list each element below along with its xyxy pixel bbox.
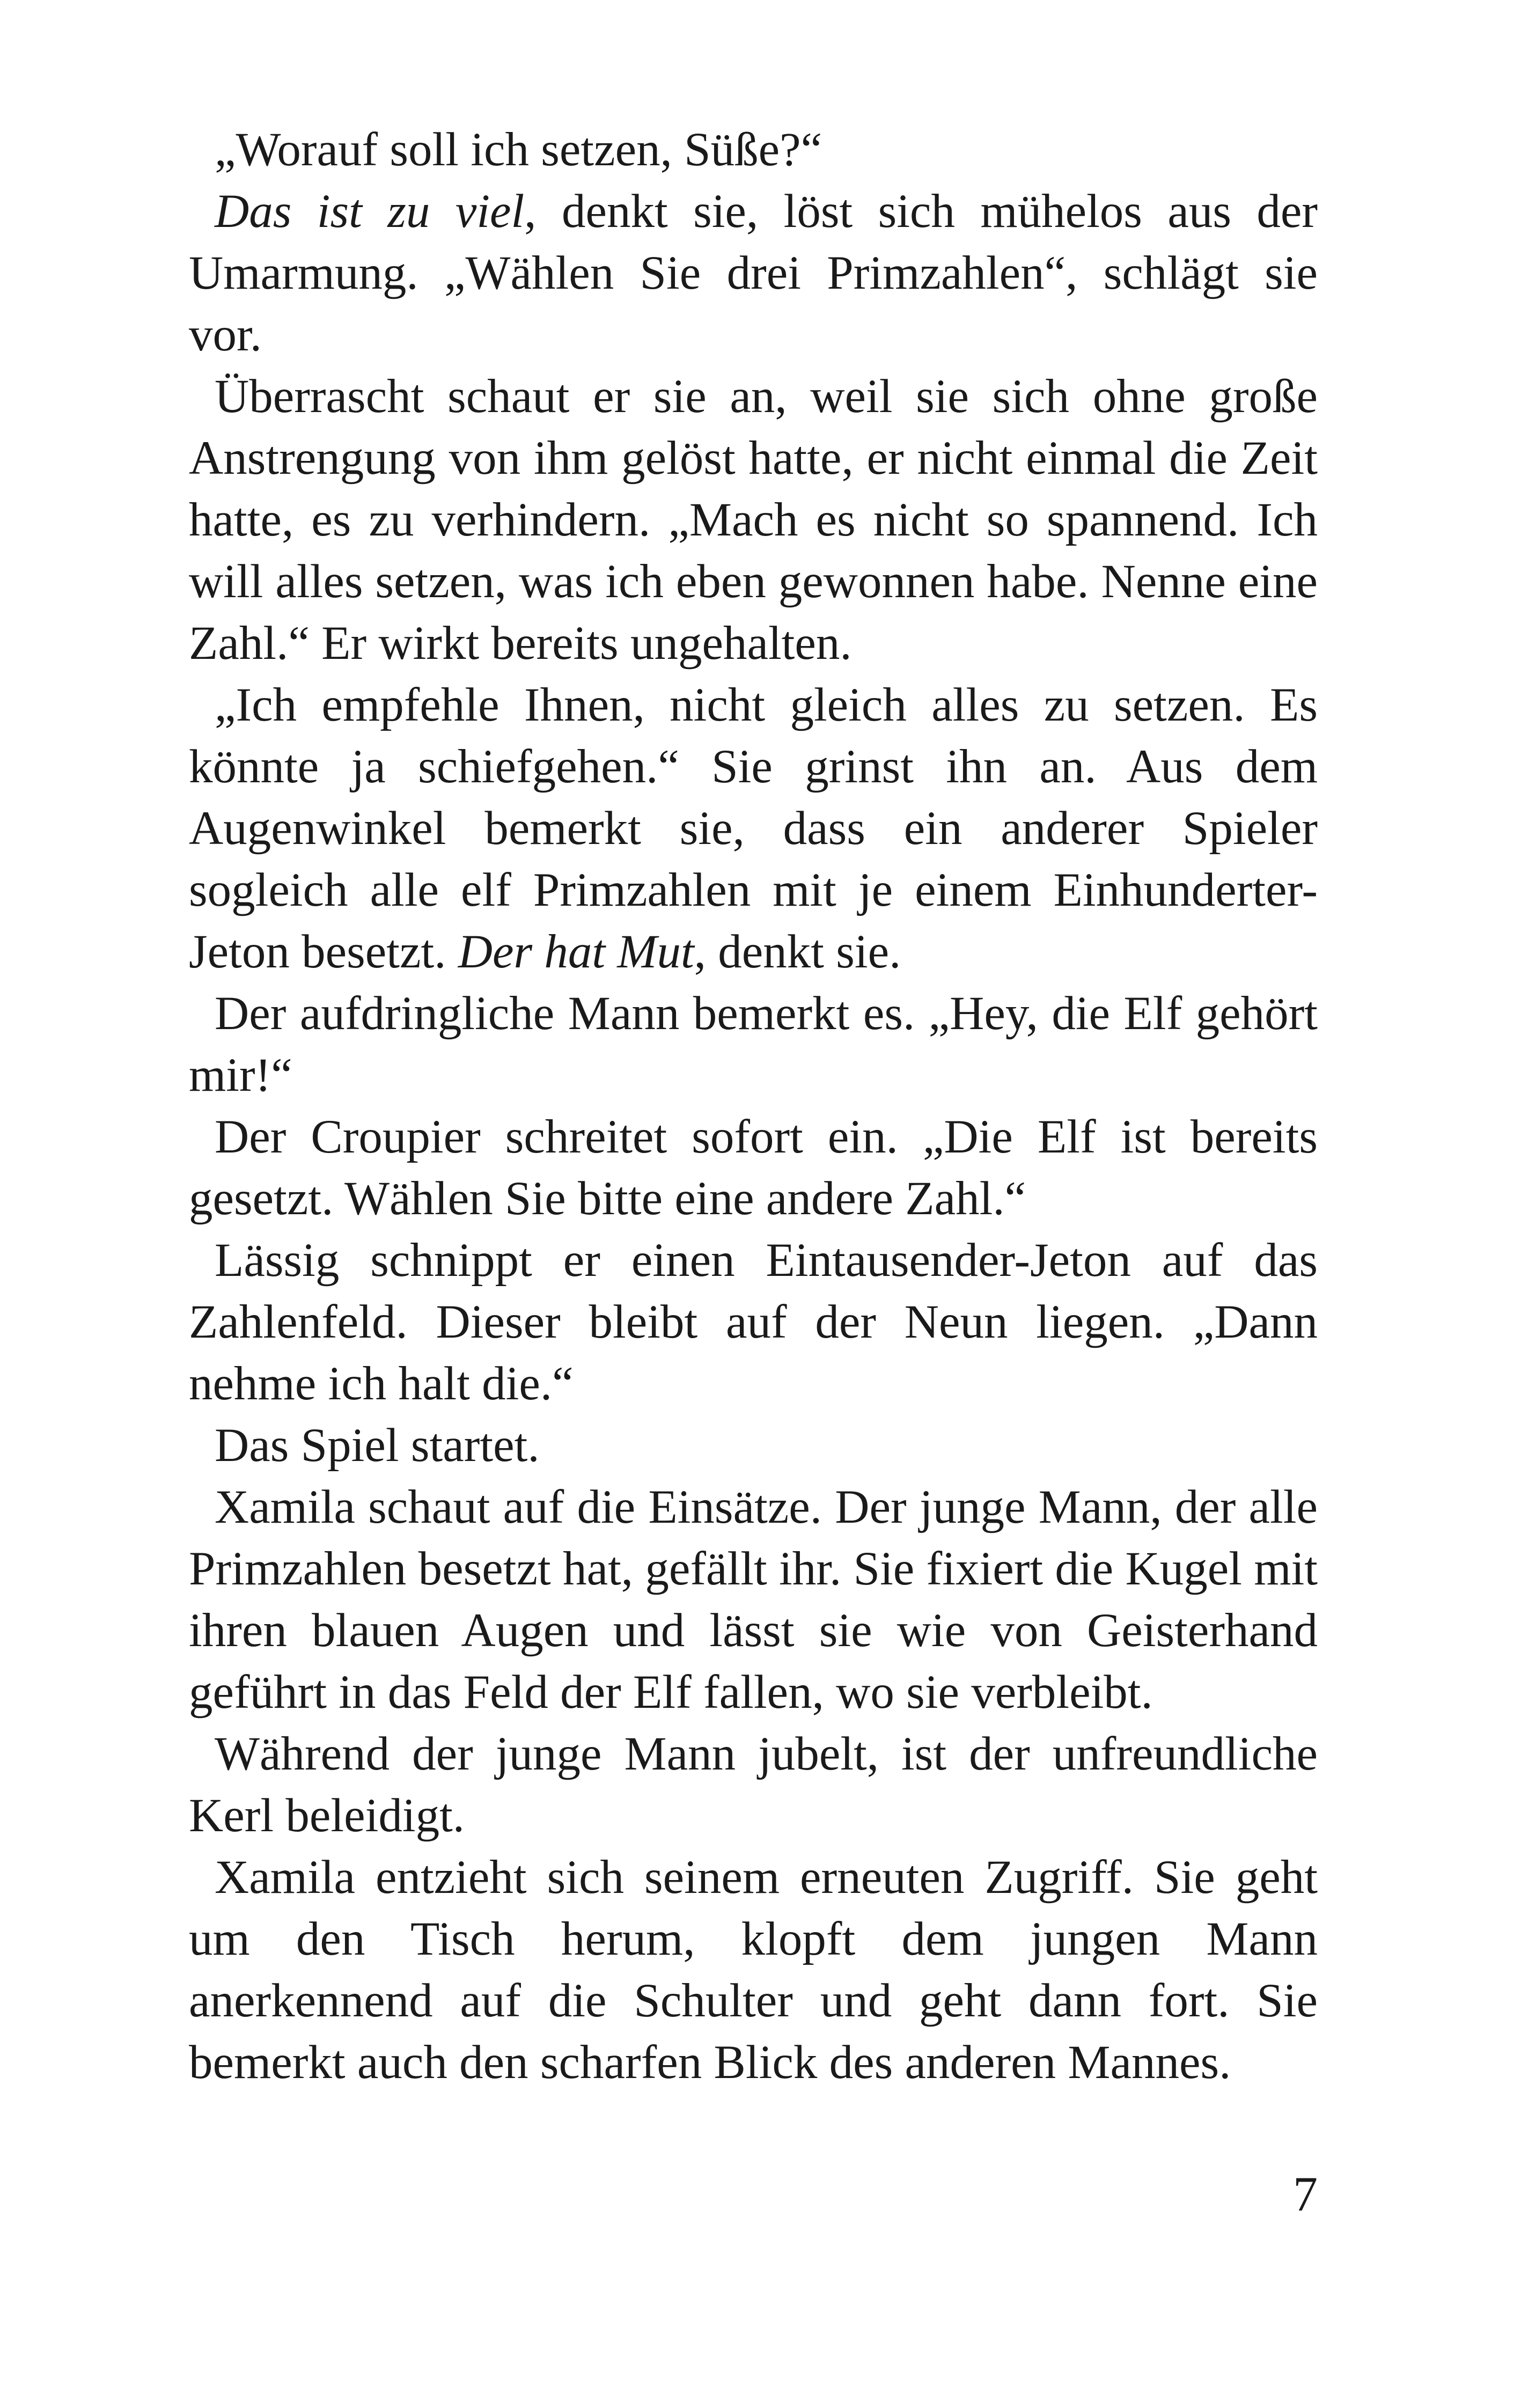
text-run: „Worauf soll ich setzen, Süße?“ (215, 123, 822, 176)
body-text (189, 119, 1318, 2094)
text-run: Xamila schaut auf die Einsätze. Der junge Mann, der alle Primzahlen besetzt hat, gefällt ihr. Sie fixiert die Kugel mit ihren blauen Augen und lässt sie wie von Geisterhand geführt in das Feld der Elf fallen, wo sie verbleibt. (189, 1481, 1318, 1719)
text-run: „Ich empfehle Ihnen, nicht gleich alles zu setzen. Es könnte ja schiefgehen.“ Sie grinst ihn an. Aus dem Augenwinkel bemerkt sie, dass ein anderer Spieler sogleich alle elf Primzahlen mit je einem Einhunderter-Jeton besetzt. (189, 679, 1318, 978)
text-run: , denkt sie. (694, 926, 901, 978)
paragraph (189, 983, 1318, 1106)
italic-text-run: Das ist zu viel (215, 185, 525, 238)
paragraph (189, 181, 1318, 366)
italic-text-run: Der hat Mut (458, 926, 694, 978)
paragraph (189, 1230, 1318, 1415)
text-run: Der Croupier schreitet sofort ein. „Die Elf ist bereits gesetzt. Wählen Sie bitte eine andere Zahl.“ (189, 1111, 1318, 1225)
paragraph (189, 674, 1318, 983)
text-run: Während der junge Mann jubelt, ist der unfreundliche Kerl beleidigt. (189, 1728, 1318, 1842)
text-run: , denkt sie, löst sich mühelos aus der Umarmung. „Wählen Sie drei Primzahlen“, schlägt sie vor. (189, 185, 1318, 361)
paragraph (189, 1415, 1318, 1477)
paragraph (189, 1723, 1318, 1847)
paragraph (189, 1477, 1318, 1723)
paragraph (189, 366, 1318, 674)
text-run: Überrascht schaut er sie an, weil sie sich ohne große Anstrengung von ihm gelöst hatte, er nicht einmal die Zeit hatte, es zu verhindern. „Mach es nicht so spannend. Ich will alles setzen, was ich eben gewonnen habe. Nenne eine Zahl.“ Er wirkt bereits ungehalten. (189, 370, 1318, 670)
paragraph (189, 1106, 1318, 1230)
text-run: Der aufdringliche Mann bemerkt es. „Hey, die Elf gehört mir!“ (189, 987, 1318, 1102)
paragraph (189, 1847, 1318, 2094)
page-number: 7 (1293, 2167, 1318, 2221)
text-run: Das Spiel startet. (215, 1419, 540, 1472)
text-run: Lässig schnippt er einen Eintausender-Jeton auf das Zahlenfeld. Dieser bleibt auf der Neun liegen. „Dann nehme ich halt die.“ (189, 1234, 1318, 1410)
paragraph (189, 119, 1318, 181)
text-run: Xamila entzieht sich seinem erneuten Zugriff. Sie geht um den Tisch herum, klopft dem jungen Mann anerkennend auf die Schulter und geht dann fort. Sie bemerkt auch den scharfen Blick des anderen Mannes. (189, 1851, 1318, 2089)
